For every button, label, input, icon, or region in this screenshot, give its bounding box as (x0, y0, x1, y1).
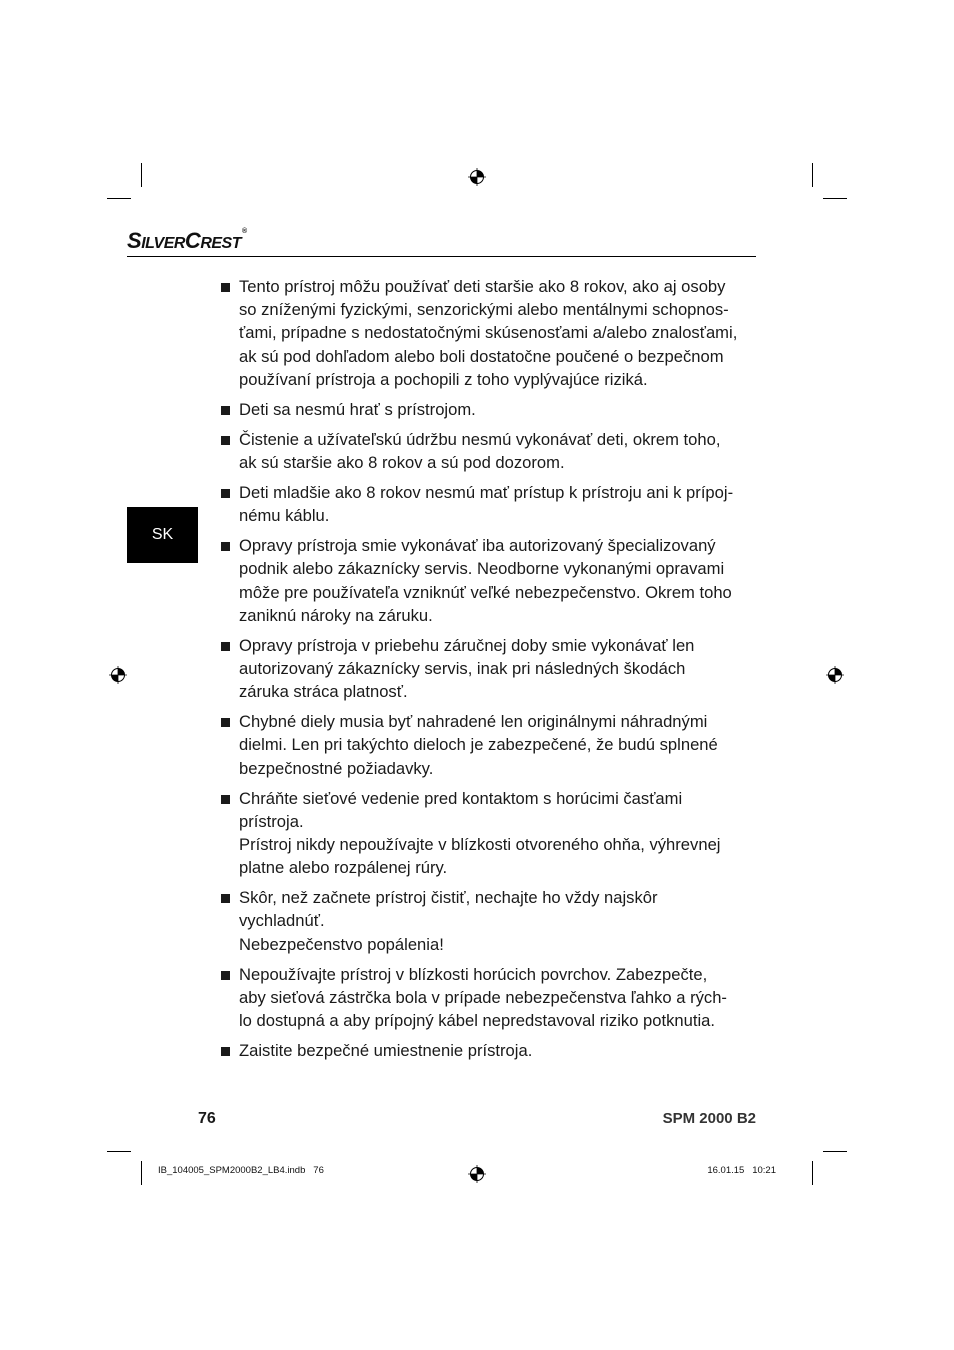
registration-mark-icon (468, 168, 486, 186)
list-item-text: Chybné diely musia byť nahradené len originálnymi náhradnými dielmi. Len pri takýchto dieloch je zabezpečené, že budú splnené bezpečnostné požiadavky. (239, 712, 718, 778)
crop-mark-bottom-left-vertical (141, 1161, 142, 1185)
crop-mark-top-right-vertical (812, 163, 813, 187)
registration-mark-icon (109, 666, 127, 684)
list-item (219, 963, 739, 1033)
list-item (219, 398, 739, 421)
list-item (219, 428, 739, 474)
header-rule (127, 256, 756, 257)
logo-text-ilver: ILVER (141, 235, 185, 252)
list-item (219, 534, 739, 627)
crop-mark-top-right-horizontal (823, 198, 847, 199)
logo-initial-c: C (184, 228, 201, 253)
list-item-text: Skôr, než začnete prístroj čistiť, nechajte ho vždy najskôr vychladnúť. Nebezpečenstvo popálenia! (239, 888, 658, 954)
square-bullet-icon (219, 710, 239, 733)
list-item (219, 481, 739, 527)
logo-initial-s: S (127, 228, 142, 253)
crop-mark-bottom-right-horizontal (823, 1151, 847, 1152)
square-bullet-icon (219, 787, 239, 810)
logo-text-rest: REST (200, 235, 241, 252)
print-slug-datetime: 16.01.15 10:21 (707, 1165, 776, 1176)
square-bullet-icon (219, 534, 239, 557)
square-bullet-icon (219, 428, 239, 451)
list-item-text: Opravy prístroja smie vykonávať iba autorizovaný špecializovaný podnik alebo zákaznícky servis. Neodborne vykonanými opravami môže pre používateľa vzniknúť veľké nebezpečenstvo. Okrem toho zaniknú nároky na záruku. (239, 536, 732, 625)
list-item-text: Zaistite bezpečné umiestnenie prístroja. (239, 1041, 533, 1061)
square-bullet-icon (219, 398, 239, 421)
list-item (219, 787, 739, 880)
print-slug-file: IB_104005_SPM2000B2_LB4.indb 76 (158, 1165, 324, 1176)
silvercrest-logo (127, 228, 247, 254)
language-tab (127, 507, 198, 563)
square-bullet-icon (219, 963, 239, 986)
list-item (219, 1039, 739, 1062)
list-item-text: Nepoužívajte prístroj v blízkosti horúcich povrchov. Zabezpečte, aby sieťová zástrčka bola v prípade nebezpečenstva ľahko a rých- lo dostupná a aby prípojný kábel nepredstavoval riziko potknutia. (239, 964, 727, 1031)
square-bullet-icon (219, 275, 239, 298)
crop-mark-top-left-vertical (141, 163, 142, 187)
registration-mark-icon (826, 666, 844, 684)
square-bullet-icon (219, 886, 239, 909)
safety-instructions-list (219, 275, 739, 1069)
page-number: 76 (198, 1110, 216, 1127)
list-item-text: Deti mladšie ako 8 rokov nesmú mať prístup k prístroju ani k prípoj- nému káblu. (239, 483, 734, 526)
list-item (219, 710, 739, 780)
crop-mark-top-left-horizontal (107, 198, 131, 199)
list-item-text: Opravy prístroja v priebehu záručnej doby smie vykonávať len autorizovaný zákaznícky servis, inak pri následných škodách záruka stráca platnosť. (239, 635, 695, 702)
list-item-text: Chráňte sieťové vedenie pred kontaktom s horúcimi časťami prístroja. Prístroj nikdy nepoužívajte v blízkosti otvoreného ohňa, výhrevnej platne alebo rozpálenej rúry. (239, 788, 721, 878)
square-bullet-icon (219, 634, 239, 657)
registration-mark-icon (468, 1165, 486, 1183)
square-bullet-icon (219, 481, 239, 504)
square-bullet-icon (219, 1039, 239, 1062)
crop-mark-bottom-left-horizontal (107, 1151, 131, 1152)
language-tab-label: SK (151, 526, 174, 543)
list-item (219, 886, 739, 956)
list-item (219, 275, 739, 391)
crop-mark-bottom-right-vertical (812, 1161, 813, 1185)
list-item-text: Čistenie a užívateľskú údržbu nesmú vykonávať deti, okrem toho, ak sú staršie ako 8 rokov a sú pod dozorom. (239, 429, 721, 473)
model-number: SPM 2000 B2 (662, 1110, 756, 1127)
registered-trademark: ® (241, 228, 247, 235)
list-item (219, 634, 739, 704)
list-item-text: Tento prístroj môžu používať deti staršie ako 8 rokov, ako aj osoby so zníženými fyzickými, senzorickými alebo mentálnymi schopnos- ťami, prípadne s nedostatočnými skúsenosťami a/alebo znalosťami, ak sú pod dohľadom alebo boli dostatočne poučené o bezpečnom používaní prístroja a pochopili z toho vyplývajúce riziká. (239, 277, 738, 389)
list-item-text: Deti sa nesmú hrať s prístrojom. (239, 399, 476, 419)
